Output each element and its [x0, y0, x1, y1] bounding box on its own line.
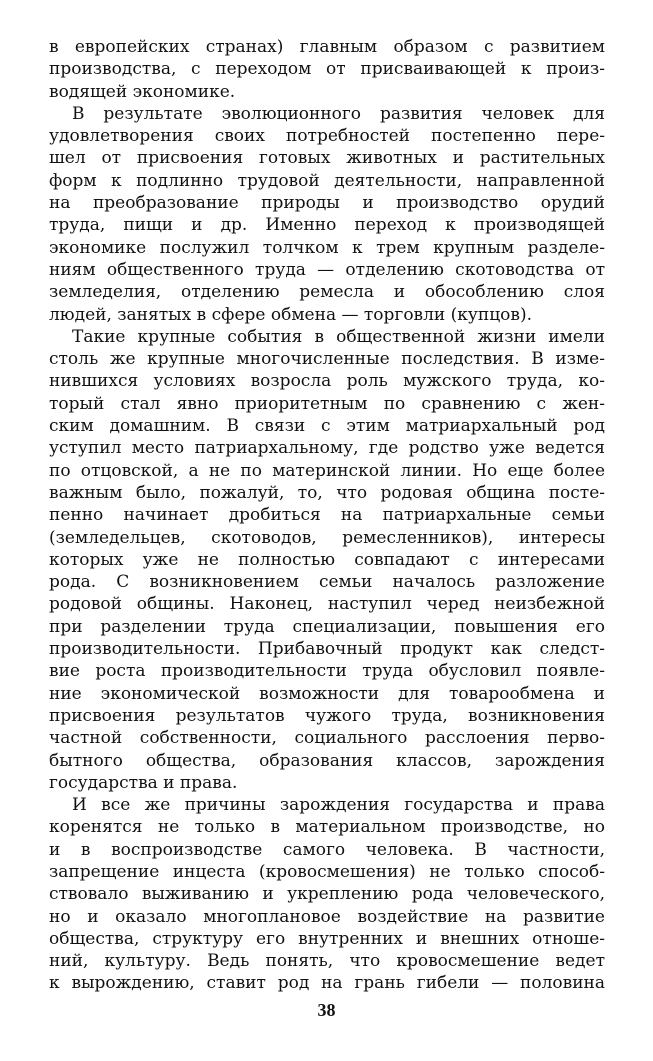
text-line: запрещение инцеста (кровосмешения) не только способ-: [49, 861, 605, 882]
text-line: производства, с переходом от присваивающей к произ-: [49, 59, 605, 80]
text-line: частной собственности, социального расслоения перво-: [49, 728, 605, 749]
text-line: бытного общества, образования классов, зарождения: [49, 750, 605, 771]
text-line: труда, пищи и др. Именно переход к производящей: [49, 215, 605, 236]
text-line: общества, структуру его внутренних и внешних отноше-: [49, 928, 605, 949]
page-number: 38: [317, 1000, 336, 1020]
text-line: людей, занятых в сфере обмена — торговли (купцов).: [49, 304, 533, 325]
text-line: при разделении труда специализации, повышения его: [49, 616, 605, 637]
text-line: водящей экономике.: [49, 81, 236, 102]
paragraph: [49, 326, 605, 794]
text-line: земледелия, отделению ремесла и обособлению слоя: [49, 282, 605, 303]
text-line: шел от присвоения готовых животных и растительных: [49, 148, 605, 169]
text-line: важным было, пожалуй, то, что родовая община посте-: [49, 482, 605, 503]
text-line: столь же крупные многочисленные последствия. В изме-: [49, 349, 605, 370]
text-line: ствовало выживанию и укреплению рода человеческого,: [49, 884, 605, 905]
text-line: производительности. Прибавочный продукт как следст-: [49, 639, 605, 660]
text-line: коренятся не только в материальном производстве, но: [49, 817, 605, 838]
text-line: (земледельцев, скотоводов, ремесленников), интересы: [49, 527, 605, 548]
text-line: ниям общественного труда — отделению скотоводства от: [49, 259, 605, 280]
paragraph: [49, 36, 605, 103]
text-line: уступил место патриархальному, где родство уже ведется: [49, 438, 605, 459]
text-line: В результате эволюционного развития человек для: [72, 103, 605, 124]
text-line: к вырождению, ставит род на грань гибели — половина: [49, 973, 605, 994]
text-line: пенно начинает дробиться на патриархальные семьи: [49, 505, 605, 526]
text-line: ским домашним. В связи с этим матриархальный род: [49, 416, 605, 437]
paragraph: [49, 103, 605, 326]
text-line: экономике послужил толчком к трем крупным разделе-: [49, 237, 605, 258]
paragraph: [49, 794, 605, 995]
text-line: удовлетворения своих потребностей постепенно пере-: [49, 126, 605, 147]
text-line: в европейских странах) главным образом с развитием: [49, 37, 605, 57]
text-line: родовой общины. Наконец, наступил черед неизбежной: [49, 594, 605, 615]
text-line: нившихся условиях возросла роль мужского труда, ко-: [49, 371, 605, 392]
text-line: и в воспроизводстве самого человека. В частности,: [49, 839, 605, 860]
text-line: но и оказало многоплановое воздействие на развитие: [49, 906, 605, 927]
text-line: Такие крупные события в общественной жизни имели: [72, 326, 605, 347]
text-line: присвоения результатов чужого труда, возникновения: [49, 705, 605, 726]
text-line: И все же причины зарождения государства и права: [72, 795, 605, 816]
text-line: вие роста производительности труда обусловил появле-: [49, 661, 605, 682]
text-line: ний, культуру. Ведь понять, что кровосмешение ведет: [49, 951, 605, 972]
text-line: ние экономической возможности для товарообмена и: [49, 683, 605, 704]
text-line: на преобразование природы и производство орудий: [49, 193, 605, 214]
text-line: форм к подлинно трудовой деятельности, направленной: [49, 170, 605, 191]
text-line: государства и права.: [49, 772, 238, 793]
text-line: рода. С возникновением семьи началось разложение: [49, 572, 605, 593]
page-text-block: [49, 36, 605, 995]
text-line: по отцовской, а не по материнской линии. Но еще более: [49, 460, 605, 481]
text-line: торый стал явно приоритетным по сравнению с жен-: [49, 393, 605, 414]
text-line: которых уже не полностью совпадают с интересами: [49, 549, 605, 570]
